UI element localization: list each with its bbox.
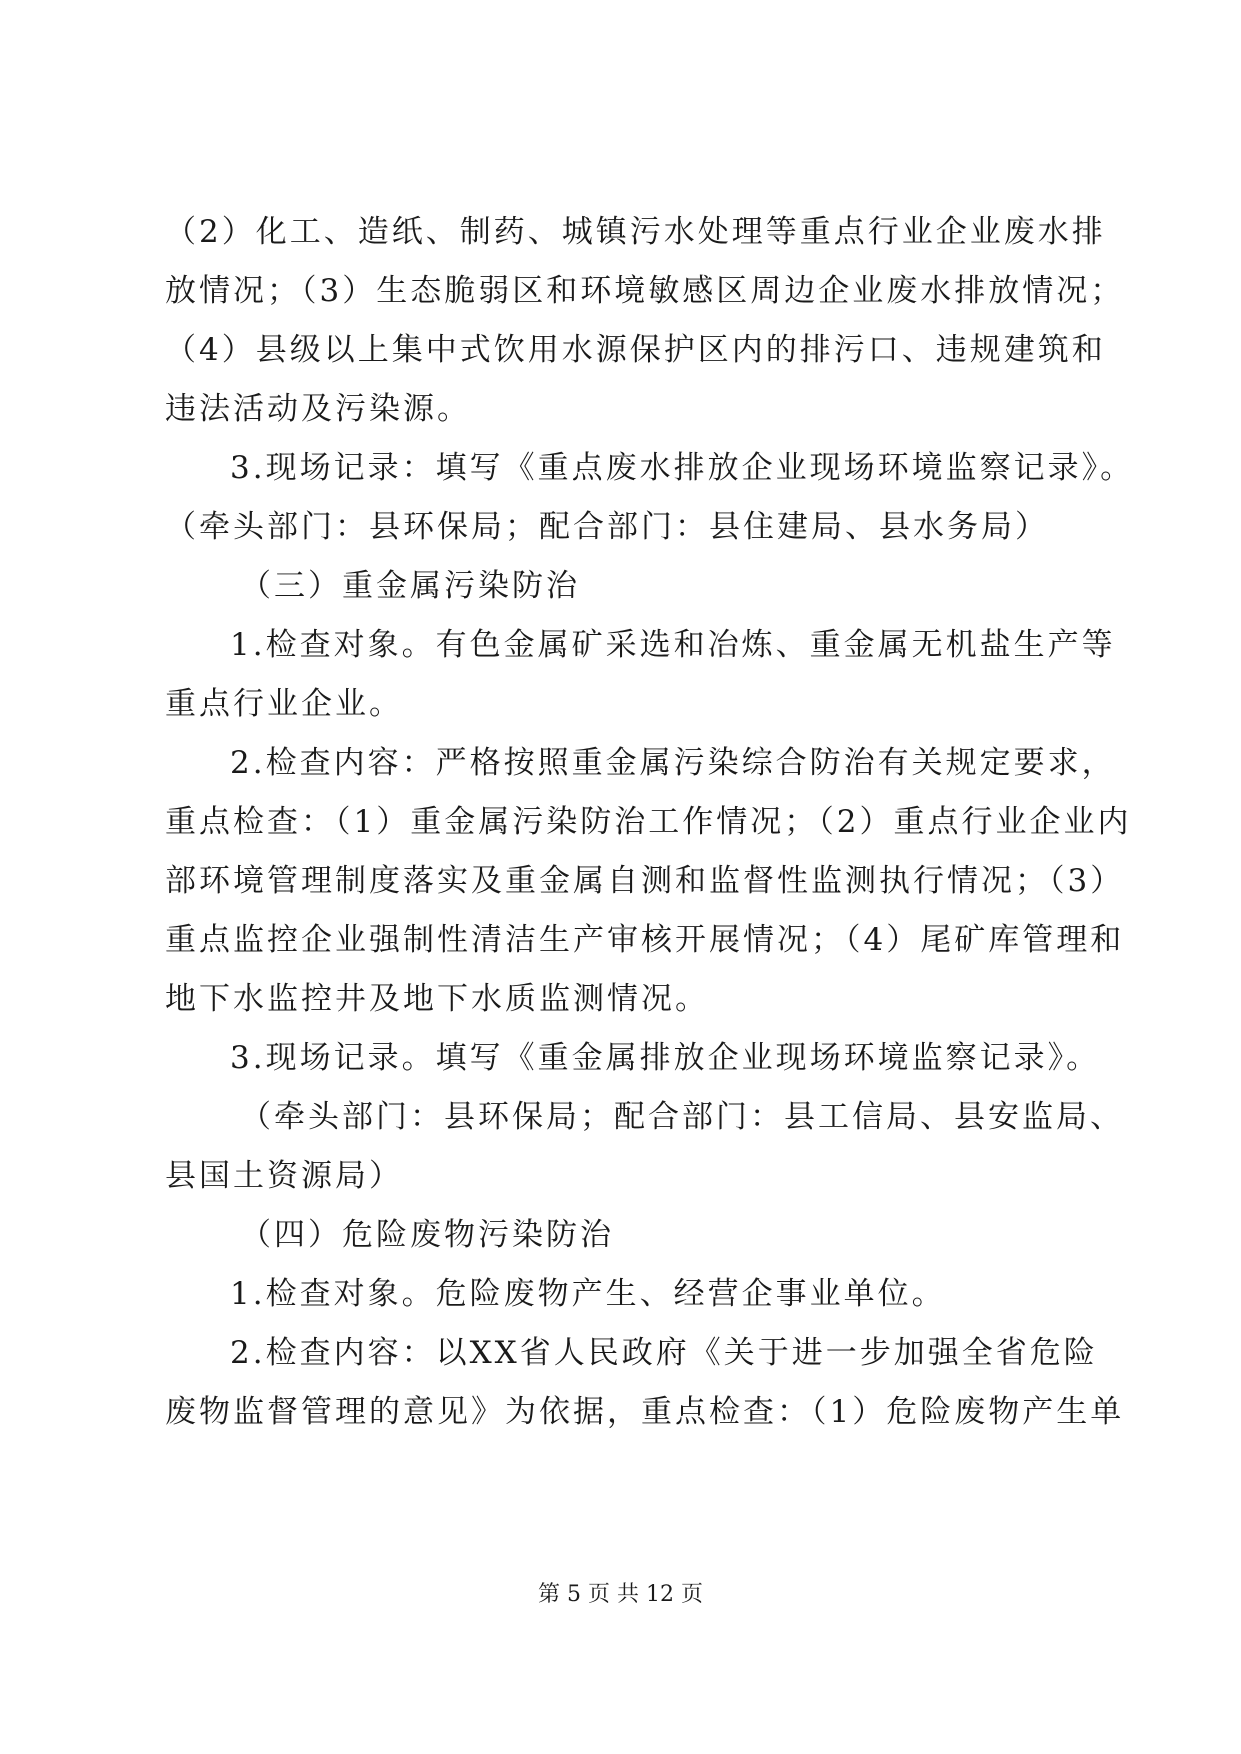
text-line-11: 重点检查：（1）重金属污染防治工作情况；（2）重点行业企业内 bbox=[165, 804, 1132, 840]
text-line-19: 1.检查对象。危险废物产生、经营企事业单位。 bbox=[230, 1276, 946, 1312]
text-line-3: （4）县级以上集中式饮用水源保护区内的排污口、违规建筑和 bbox=[165, 332, 1106, 368]
text-line-1: （2）化工、造纸、制药、城镇污水处理等重点行业企业废水排 bbox=[165, 214, 1106, 250]
page-number-footer: 第 5 页 共 12 页 bbox=[538, 1582, 703, 1607]
text-line-16: （牵头部门：县环保局；配合部门：县工信局、县安监局、 bbox=[240, 1099, 1124, 1135]
text-line-5: 3.现场记录：填写《重点废水排放企业现场环境监察记录》。 bbox=[230, 450, 1135, 486]
text-line-8: 1.检查对象。有色金属矿采选和冶炼、重金属无机盐生产等 bbox=[230, 627, 1116, 663]
text-line-4: 违法活动及污染源。 bbox=[165, 391, 471, 427]
text-line-2: 放情况；（3）生态脆弱区和环境敏感区周边企业废水排放情况； bbox=[165, 273, 1125, 309]
text-line-17: 县国土资源局） bbox=[165, 1158, 403, 1194]
text-line-9: 重点行业企业。 bbox=[165, 686, 403, 722]
text-line-21: 废物监督管理的意见》为依据，重点检查：（1）危险废物产生单 bbox=[165, 1394, 1125, 1430]
text-line-13: 重点监控企业强制性清洁生产审核开展情况；（4）尾矿库管理和 bbox=[165, 922, 1125, 958]
text-line-20: 2.检查内容：以XX省人民政府《关于进一步加强全省危险 bbox=[230, 1335, 1098, 1371]
section-heading-4: （四）危险废物污染防治 bbox=[240, 1217, 614, 1253]
text-line-10: 2.检查内容：严格按照重金属污染综合防治有关规定要求， bbox=[230, 745, 1116, 781]
section-heading-3: （三）重金属污染防治 bbox=[240, 568, 580, 604]
text-line-6: （牵头部门：县环保局；配合部门：县住建局、县水务局） bbox=[165, 509, 1049, 545]
text-line-12: 部环境管理制度落实及重金属自测和监督性监测执行情况；（3） bbox=[165, 863, 1125, 899]
text-line-14: 地下水监控井及地下水质监测情况。 bbox=[165, 981, 709, 1017]
text-line-15: 3.现场记录。填写《重金属排放企业现场环境监察记录》。 bbox=[230, 1040, 1101, 1076]
